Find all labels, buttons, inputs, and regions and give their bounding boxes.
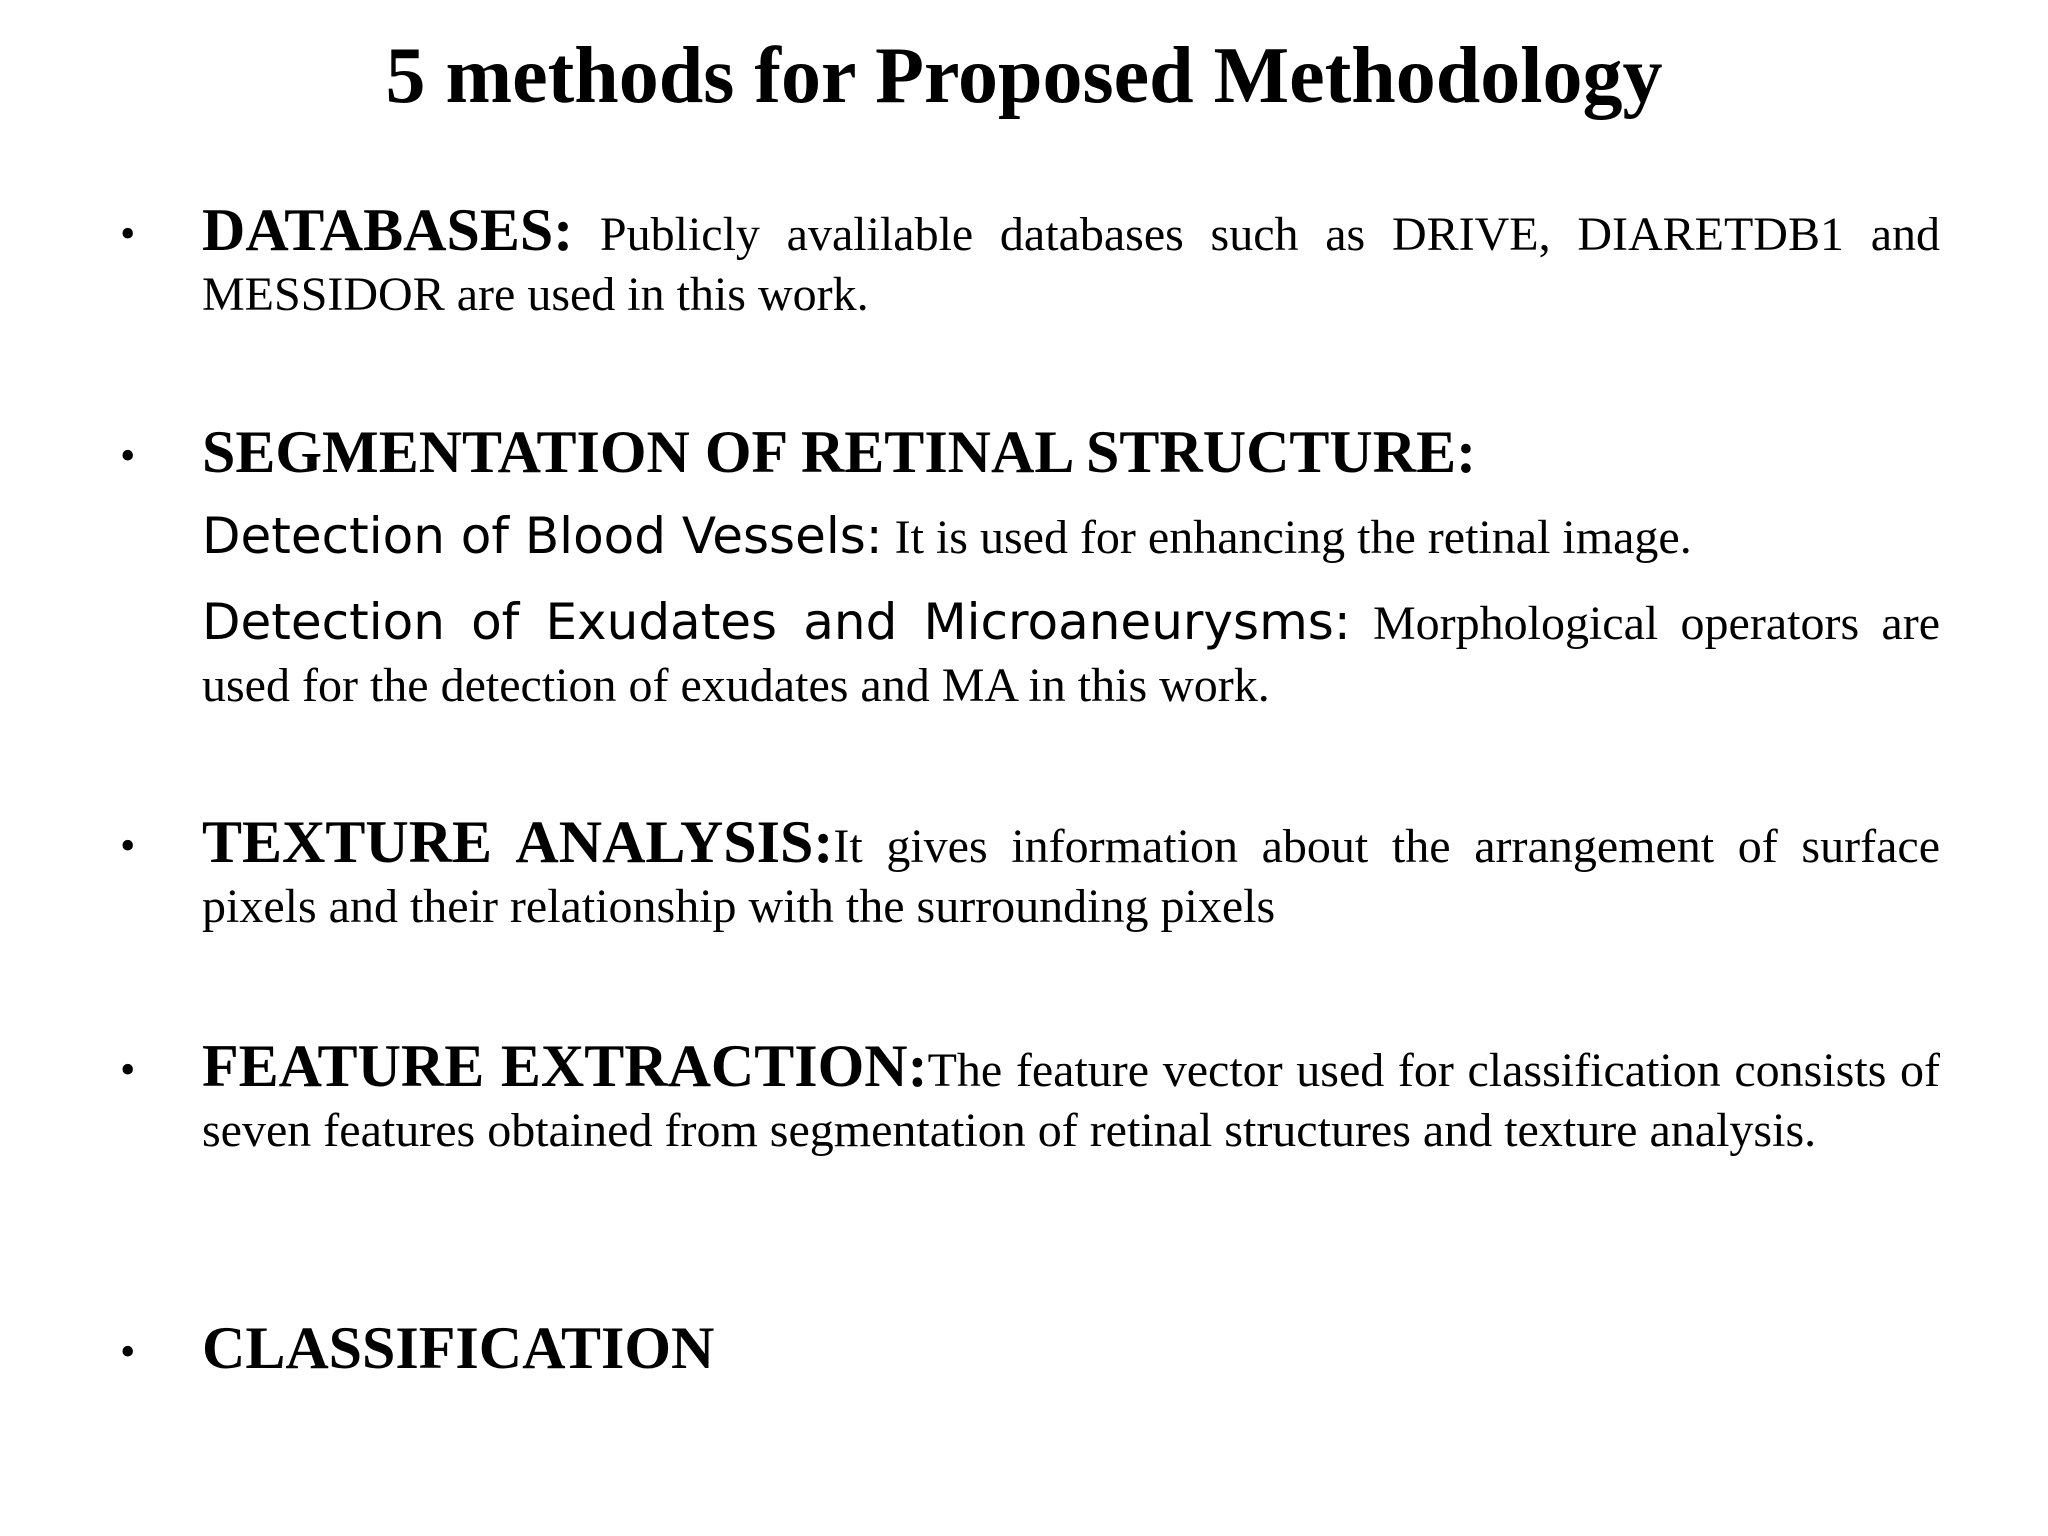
bullet-heading: TEXTURE ANALYSIS: xyxy=(202,809,834,875)
subitem-heading: Detection of Blood Vessels: xyxy=(202,507,883,565)
subitem-text: It is used for enhancing the retinal image. xyxy=(882,511,1692,564)
subitem-exudates xyxy=(202,591,1940,717)
bullet-paragraph xyxy=(202,197,1940,325)
bullet-marker: • xyxy=(120,821,136,870)
subitem-text: Morphological operators are used for the detection of exudates and MA in this work. xyxy=(202,597,1941,712)
bullet-text: It gives information about the arrangement of surface pixels and their relationship with the surrounding pixels xyxy=(202,820,1940,933)
bullet-content xyxy=(202,1033,1940,1161)
bullet-marker: • xyxy=(120,1045,136,1094)
bullet-paragraph xyxy=(202,1315,1940,1383)
subitem-heading: Detection of Exudates and Microaneurysms: xyxy=(202,593,1351,651)
bullet-heading: CLASSIFICATION xyxy=(202,1315,715,1381)
bullet-paragraph xyxy=(202,1033,1940,1161)
bullet-text: The feature vector used for classification consists of seven features obtained from segmentation of retinal structures and texture analysis. xyxy=(202,1044,1940,1157)
bullet-heading: FEATURE EXTRACTION: xyxy=(202,1033,928,1099)
slide-title: 5 methods for Proposed Methodology xyxy=(385,32,1663,120)
bullet-content xyxy=(202,809,1940,937)
bullet-content xyxy=(202,419,1941,717)
bullet-paragraph xyxy=(202,419,1940,487)
bullet-marker: • xyxy=(120,1327,136,1376)
bullet-heading: SEGMENTATION OF RETINAL STRUCTURE: xyxy=(202,419,1477,485)
bullet-content xyxy=(202,1315,1940,1383)
bullet-content xyxy=(202,197,1940,325)
bullet-paragraph xyxy=(202,809,1940,937)
bullet-heading: DATABASES: xyxy=(202,197,574,263)
bullet-marker: • xyxy=(120,209,136,258)
bullet-text: Publicly avalilable databases such as DRIVE, DIARETDB1 and MESSIDOR are used in this work. xyxy=(202,208,1940,321)
subitem-blood-vessels xyxy=(202,505,1940,569)
bullet-marker: • xyxy=(120,431,136,480)
